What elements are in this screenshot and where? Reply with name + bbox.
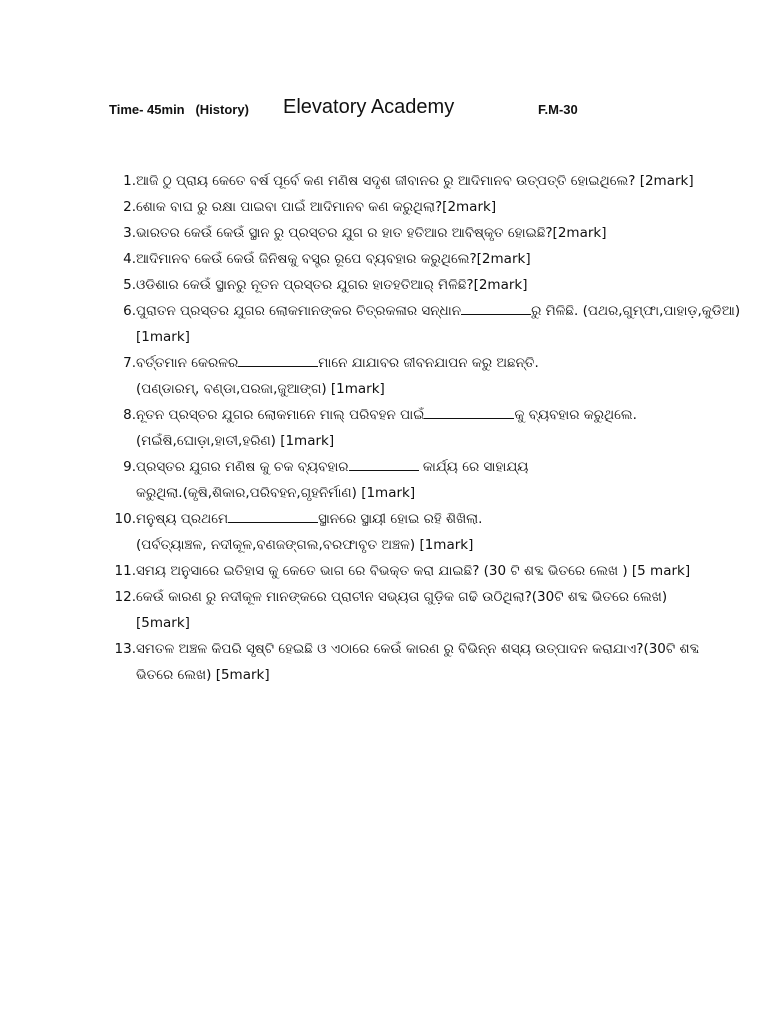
fill-blank xyxy=(238,352,318,367)
question-number: 13. xyxy=(114,641,136,657)
question-text xyxy=(136,298,740,350)
question-segment: ପ୍ରସ୍ତର ଯୁଗର ମଣିଷ କୁ ଚକ ବ୍ୟବହାର xyxy=(136,459,349,475)
question-text xyxy=(136,220,709,246)
exam-time: Time- 45min xyxy=(109,102,185,117)
question-number: 3. xyxy=(123,225,136,241)
fill-blank xyxy=(461,300,531,315)
question-segment: କୁ ବ୍ୟବହାର କରୁଥିଲେ. xyxy=(514,407,637,423)
question-number: 6. xyxy=(123,303,136,319)
question-segment: ସ୍ଥାନରେ ସ୍ଥାୟୀ ହୋଇ ରହି ଶିଖିଲା. xyxy=(318,511,483,527)
question-line: କରୁଥିଲା.(କୃଷି,ଶିକାର,ପରିବହନ,ଗୃହନିର୍ମାଣ) [1mark] xyxy=(136,485,416,501)
question-segment: ମାନେ ଯାଯାବର ଜୀବନଯାପନ କରୁ ଅଛନ୍ତି. xyxy=(318,355,539,371)
question-text xyxy=(136,636,709,688)
fill-blank xyxy=(228,508,318,523)
question-text xyxy=(136,402,709,454)
question-item xyxy=(109,272,709,298)
question-text xyxy=(136,506,709,558)
question-line: ଓଡିଶାର କେଉଁ ସ୍ଥାନରୁ ନୂତନ ପ୍ରସ୍ତର ଯୁଗର ହାତହତିଆର୍ ମିଳିଛି?[2mark] xyxy=(136,277,528,293)
question-text xyxy=(136,272,709,298)
question-number: 12. xyxy=(114,589,136,605)
question-line xyxy=(136,350,709,376)
question-line: (ପର୍ବତ୍ୟାଞ୍ଚଳ, ନଦୀକୂଳ,ବଣଜଙ୍ଗଲ,ବରଫାବୃତ ଅଞ୍ଚଳ) [1mark] xyxy=(136,537,474,553)
question-text xyxy=(136,194,709,220)
question-line xyxy=(136,402,709,428)
question-number: 9. xyxy=(123,459,136,475)
question-text xyxy=(136,584,709,636)
question-item xyxy=(109,454,709,506)
question-text xyxy=(136,350,709,402)
fill-blank xyxy=(349,456,419,471)
paper-header xyxy=(0,96,768,122)
question-number: 5. xyxy=(123,277,136,293)
question-line: ଭାରତର କେଉଁ କେଉଁ ସ୍ଥାନ ରୁ ପ୍ରସ୍ତର ଯୁଗ ର ହାତ ହତିଆର ଆବିଷ୍କୃତ ହୋଇଛି?[2mark] xyxy=(136,225,607,241)
question-item xyxy=(109,350,709,402)
question-line: (ମଇଁଷି,ଘୋଡ଼ା,ହାତୀ,ହରିଣ) [1mark] xyxy=(136,433,335,449)
question-line: [1mark] xyxy=(136,329,190,345)
question-item xyxy=(109,584,709,636)
question-segment: ନୂତନ ପ୍ରସ୍ତର ଯୁଗର ଲୋକମାନେ ମାଲ୍ ପରିବହନ ପାଇଁ xyxy=(136,407,425,423)
question-line: ଆଦିମାନବ କେଉଁ କେଉଁ ଜିନିଷକୁ ବସ୍ତ୍ର ରୂପେ ବ୍ୟବହାର କରୁଥିଲେ?[2mark] xyxy=(136,251,531,267)
question-item xyxy=(109,220,709,246)
question-item xyxy=(109,298,741,350)
question-line: (ପଣ୍ଡାରମ୍, ବଣ୍ଡା,ପରଜା,ଜୁଆଙ୍ଗ) [1mark] xyxy=(136,381,385,397)
question-segment: ବର୍ତ୍ତମାନ କେରଳର xyxy=(136,355,239,371)
exam-subject: (History) xyxy=(195,102,249,117)
question-line xyxy=(136,454,709,480)
question-text xyxy=(136,168,709,194)
question-item xyxy=(109,558,709,584)
question-list xyxy=(109,168,741,688)
question-line: କେଉଁ କାରଣ ରୁ ନଦୀକୂଳ ମାନଙ୍କରେ ପ୍ରାଚୀନ ସଭ୍ୟତା ଗୁଡ଼ିକ ଗଢି ଉଠିଥିଲା?(30ଟି ଶବ୍ଦ ଭିତରେ ଲେଖ) xyxy=(136,589,668,605)
question-line: ସମୟ ଅନୁସାରେ ଇତିହାସ କୁ କେତେ ଭାଗ ରେ ବିଭକ୍ତ କରା ଯାଇଛି? (30 ଟି ଶବ୍ଦ ଭିତରେ ଲେଖ ) [5 mark] xyxy=(136,563,691,579)
question-line xyxy=(136,506,709,532)
question-line: [5mark] xyxy=(136,615,190,631)
question-item xyxy=(109,636,709,688)
time-and-subject xyxy=(109,102,249,117)
full-marks: F.M-30 xyxy=(538,102,578,117)
question-text xyxy=(136,246,709,272)
question-number: 2. xyxy=(123,199,136,215)
question-line: ସମତଳ ଅଞ୍ଚଳ କିପରି ସୃଷ୍ଟି ହେଇଛି ଓ ଏଠାରେ କେଉଁ କାରଣ ରୁ ବିଭିନ୍ନ ଶସ୍ୟ ଉତ୍ପାଦନ କରାଯାଏ?(30ଟି ଶବ୍ଦ xyxy=(136,641,700,657)
question-number: 4. xyxy=(123,251,136,267)
question-item xyxy=(109,168,709,194)
question-number: 8. xyxy=(123,407,136,423)
question-item xyxy=(109,194,709,220)
question-line xyxy=(136,298,740,324)
question-line: ଆଜି ଠୁ ପ୍ରାୟ କେତେ ବର୍ଷ ପୂର୍ବେ କଣ ମଣିଷ ସଦୃଶ ଜୀବାନର ରୁ ଆଦିମାନବ ଉତ୍ପତ୍ତି ହୋଇଥିଲେ? [2mark] xyxy=(136,173,694,189)
question-segment: ରୁ ମିଳିଛି. (ପଥର,ଗୁମ୍ଫା,ପାହାଡ଼,କୁଡିଆ) xyxy=(531,303,741,319)
academy-title: Elevatory Academy xyxy=(283,96,455,118)
question-segment: କାର୍ଯ୍ୟ ରେ ସାହାଯ୍ୟ xyxy=(422,459,529,475)
question-number: 11. xyxy=(114,563,136,579)
question-item xyxy=(109,402,709,454)
question-text xyxy=(136,558,709,584)
question-line: ଭିତରେ ଲେଖ) [5mark] xyxy=(136,667,270,683)
question-segment: ମନୁଷ୍ୟ ପ୍ରଥମେ xyxy=(136,511,229,527)
question-number: 10. xyxy=(114,511,136,527)
question-item xyxy=(109,506,709,558)
question-text xyxy=(136,454,709,506)
question-segment: ପୁରାତନ ପ୍ରସ୍ତର ଯୁଗର ଲୋକମାନଙ୍କର ଚିତ୍ରକଳାର ସନ୍ଧାନ xyxy=(136,303,462,319)
question-number: 7. xyxy=(123,355,136,371)
question-item xyxy=(109,246,709,272)
question-number: 1. xyxy=(123,173,136,189)
question-line: ଶୋକ ବାଘ ରୁ ରକ୍ଷା ପାଇବା ପାଇଁ ଆଦିମାନବ କଣ କରୁଥିଲା?[2mark] xyxy=(136,199,497,215)
fill-blank xyxy=(424,404,514,419)
